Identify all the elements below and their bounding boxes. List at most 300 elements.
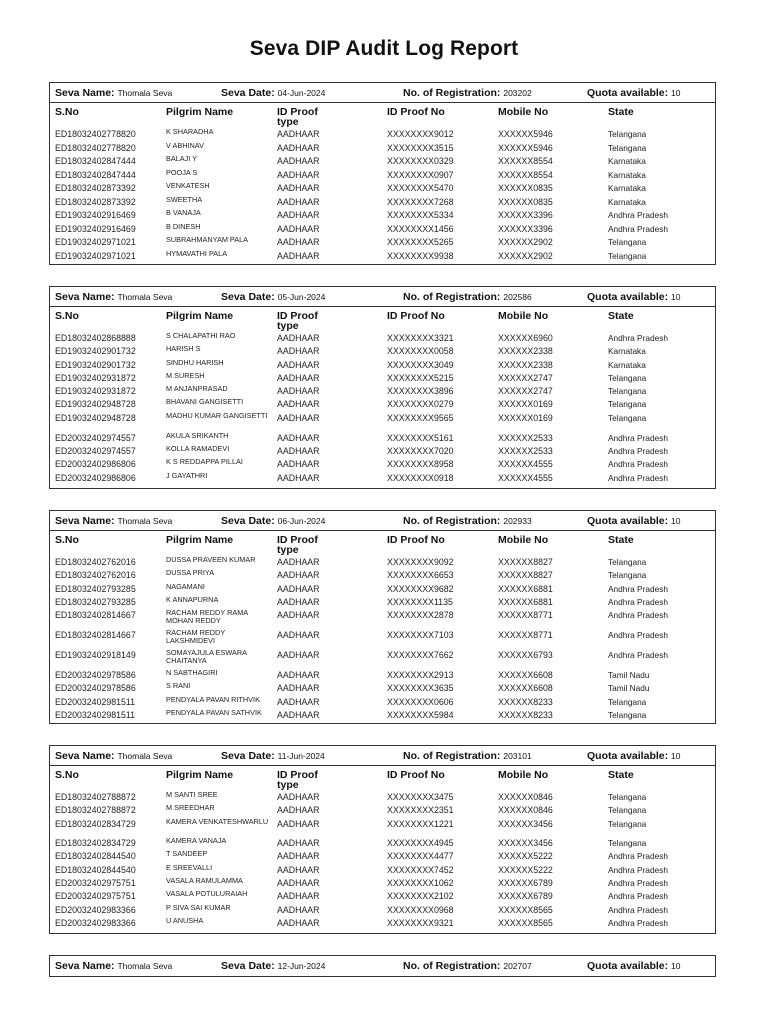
id-proof-no-cell: XXXXXXXX0918 bbox=[387, 472, 454, 483]
seva-name-field-label: Seva Name: bbox=[55, 960, 115, 972]
quota-available-field bbox=[587, 87, 681, 99]
id-proof-no-cell: XXXXXXXX9321 bbox=[387, 918, 454, 929]
mobile-no-cell: XXXXXX4555 bbox=[498, 472, 553, 483]
id-proof-type-cell: AADHAAR bbox=[277, 583, 320, 594]
registration-count-field bbox=[403, 515, 532, 527]
state-cell: Karnataka bbox=[608, 156, 646, 166]
table-row bbox=[50, 557, 715, 570]
id-proof-no-cell: XXXXXXXX2351 bbox=[387, 805, 454, 816]
state-cell: Andhra Pradesh bbox=[608, 877, 668, 888]
sno-cell: ED18032402844540 bbox=[55, 864, 136, 875]
column-header-id-proof-type-line2: type bbox=[277, 544, 299, 556]
id-proof-no-cell: XXXXXXXX5470 bbox=[387, 183, 454, 193]
pilgrim-name-cell: P SIVA SAI KUMAR bbox=[166, 902, 231, 912]
seva-date-field-label: Seva Date: bbox=[221, 960, 275, 972]
pilgrim-name-cell: N SABTHAGIRI bbox=[166, 668, 218, 678]
sno-cell: ED20032402983366 bbox=[55, 918, 136, 929]
table-row bbox=[50, 129, 715, 143]
table-row bbox=[50, 816, 715, 838]
state-cell: Karnataka bbox=[608, 359, 646, 370]
sno-cell: ED19032402971021 bbox=[55, 237, 136, 247]
table-row bbox=[50, 140, 715, 157]
id-proof-no-cell: XXXXXXXX0329 bbox=[387, 156, 454, 166]
sno-cell: ED18032402834729 bbox=[55, 818, 136, 829]
mobile-no-cell: XXXXXX8827 bbox=[498, 570, 553, 581]
pilgrim-name-cell: VASALA RAMULAMMA bbox=[166, 875, 243, 885]
id-proof-no-cell: XXXXXXXX0279 bbox=[387, 399, 454, 410]
mobile-no-cell: XXXXXX0835 bbox=[498, 183, 553, 193]
registration-count-field bbox=[403, 291, 532, 303]
state-cell: Karnataka bbox=[608, 346, 646, 357]
state-cell: Telangana bbox=[608, 399, 647, 410]
id-proof-type-cell: AADHAAR bbox=[277, 696, 320, 707]
id-proof-type-cell: AADHAAR bbox=[277, 904, 320, 915]
quota-available-field bbox=[587, 960, 681, 972]
state-cell: Andhra Pradesh bbox=[608, 432, 668, 443]
table-column-headers bbox=[50, 103, 715, 129]
pilgrim-name-cell: DUSSA PRIYA bbox=[166, 568, 215, 578]
id-proof-no-cell: XXXXXXXX9092 bbox=[387, 557, 454, 567]
id-proof-no-cell: XXXXXXXX5334 bbox=[387, 210, 454, 220]
id-proof-type-cell: AADHAAR bbox=[277, 142, 320, 153]
column-header-state: State bbox=[608, 106, 634, 118]
table-row bbox=[50, 670, 715, 683]
table-row bbox=[50, 430, 715, 446]
pilgrim-name-cell: HYMAVATHI PALA bbox=[166, 248, 228, 258]
state-cell: Andhra Pradesh bbox=[608, 583, 668, 594]
table-row bbox=[50, 570, 715, 583]
id-proof-type-cell: AADHAAR bbox=[277, 250, 320, 261]
column-header-id-proof-type-line1: ID Proof bbox=[277, 106, 318, 118]
state-cell: Andhra Pradesh bbox=[608, 851, 668, 862]
state-cell: Andhra Pradesh bbox=[608, 596, 668, 607]
id-proof-type-cell: AADHAAR bbox=[277, 851, 320, 862]
pilgrim-name-cell: DUSSA PRAVEEN KUMAR bbox=[166, 555, 256, 564]
mobile-no-cell: XXXXXX6789 bbox=[498, 877, 553, 888]
seva-name-field-label: Seva Name: bbox=[55, 87, 115, 99]
quota-available-field-value: 10 bbox=[671, 961, 681, 971]
sno-cell: ED18032402778820 bbox=[55, 142, 136, 153]
pilgrim-name-cell: SOMAYAJULA ESWARA CHAITANYA bbox=[166, 648, 247, 666]
column-header-state: State bbox=[608, 769, 634, 781]
id-proof-no-cell: XXXXXXXX3475 bbox=[387, 792, 454, 802]
registration-count-field-label: No. of Registration: bbox=[403, 515, 501, 527]
seva-section-header bbox=[50, 83, 715, 103]
registration-count-field-label: No. of Registration: bbox=[403, 750, 501, 762]
column-header-id-proof-type bbox=[277, 770, 318, 790]
id-proof-no-cell: XXXXXXXX9938 bbox=[387, 250, 454, 261]
mobile-no-cell: XXXXXX3456 bbox=[498, 837, 553, 848]
id-proof-type-cell: AADHAAR bbox=[277, 683, 320, 694]
state-cell: Andhra Pradesh bbox=[608, 333, 668, 343]
pilgrim-name-cell: M SURESH bbox=[166, 370, 205, 380]
seva-name-field bbox=[55, 87, 172, 99]
id-proof-type-cell: AADHAAR bbox=[277, 156, 320, 166]
seva-section-header bbox=[50, 956, 715, 975]
column-header-id-proof-no: ID Proof No bbox=[387, 310, 445, 322]
column-header-mobile-no: Mobile No bbox=[498, 769, 549, 781]
id-proof-no-cell: XXXXXXXX7662 bbox=[387, 650, 454, 661]
id-proof-type-cell: AADHAAR bbox=[277, 196, 320, 207]
mobile-no-cell: XXXXXX5222 bbox=[498, 851, 553, 862]
id-proof-no-cell: XXXXXXXX8958 bbox=[387, 459, 454, 470]
state-cell: Tamil Nadu bbox=[608, 683, 650, 694]
registration-count-field-label: No. of Registration: bbox=[403, 291, 501, 303]
mobile-no-cell: XXXXXX2338 bbox=[498, 346, 553, 357]
pilgrim-name-cell: U ANUSHA bbox=[166, 916, 204, 926]
id-proof-no-cell: XXXXXXXX9012 bbox=[387, 129, 454, 139]
table-row bbox=[50, 333, 715, 346]
table-row bbox=[50, 156, 715, 170]
pilgrim-name-cell: SWEETHA bbox=[166, 194, 203, 204]
column-header-sno: S.No bbox=[55, 310, 79, 322]
table-row bbox=[50, 446, 715, 459]
mobile-no-cell: XXXXXX5946 bbox=[498, 142, 553, 153]
state-cell: Karnataka bbox=[608, 196, 646, 207]
id-proof-type-cell: AADHAAR bbox=[277, 183, 320, 193]
pilgrim-name-cell: PENDYALA PAVAN RITHVIK bbox=[166, 694, 260, 704]
seva-date-field-value: 12-Jun-2024 bbox=[277, 961, 326, 971]
table-row bbox=[50, 694, 715, 710]
seva-date-field bbox=[221, 87, 325, 99]
registration-count-field-label: No. of Registration: bbox=[403, 87, 501, 99]
column-header-sno: S.No bbox=[55, 106, 79, 118]
seva-section bbox=[49, 745, 716, 934]
sno-cell: ED19032402971021 bbox=[55, 250, 136, 261]
column-header-state: State bbox=[608, 534, 634, 546]
seva-date-field-label: Seva Date: bbox=[221, 515, 275, 527]
id-proof-type-cell: AADHAAR bbox=[277, 557, 320, 567]
table-row bbox=[50, 248, 715, 265]
seva-name-field-value: Thomala Seva bbox=[117, 292, 173, 302]
state-cell: Andhra Pradesh bbox=[608, 210, 668, 220]
id-proof-type-cell: AADHAAR bbox=[277, 399, 320, 410]
seva-section-header bbox=[50, 287, 715, 307]
table-row bbox=[50, 610, 715, 630]
id-proof-type-cell: AADHAAR bbox=[277, 346, 320, 357]
mobile-no-cell: XXXXXX6608 bbox=[498, 670, 553, 681]
table-row bbox=[50, 386, 715, 399]
pilgrim-name-cell: KAMERA VANAJA bbox=[166, 835, 227, 845]
pilgrim-name-cell: K ANNAPURNA bbox=[166, 594, 219, 604]
id-proof-no-cell: XXXXXXXX3515 bbox=[387, 142, 454, 153]
id-proof-type-cell: AADHAAR bbox=[277, 372, 320, 383]
sno-cell: ED18032402873392 bbox=[55, 196, 136, 207]
registration-count-field-value: 202707 bbox=[503, 961, 532, 971]
mobile-no-cell: XXXXXX4555 bbox=[498, 459, 553, 470]
state-cell: Telangana bbox=[608, 710, 647, 721]
pilgrim-name-cell: VENKATESH bbox=[166, 181, 210, 190]
seva-name-field bbox=[55, 291, 172, 303]
id-proof-type-cell: AADHAAR bbox=[277, 805, 320, 816]
sno-cell: ED18032402788872 bbox=[55, 792, 136, 802]
table-row bbox=[50, 650, 715, 670]
state-cell: Karnataka bbox=[608, 183, 646, 193]
state-cell: Telangana bbox=[608, 557, 647, 567]
pilgrim-name-cell: E SREEVALLI bbox=[166, 862, 213, 872]
id-proof-no-cell: XXXXXXXX5161 bbox=[387, 432, 454, 443]
state-cell: Andhra Pradesh bbox=[608, 223, 668, 234]
seva-name-field-value: Thomala Seva bbox=[117, 516, 173, 526]
mobile-no-cell: XXXXXX3396 bbox=[498, 223, 553, 234]
mobile-no-cell: XXXXXX0846 bbox=[498, 792, 553, 802]
column-header-id-proof-type-line2: type bbox=[277, 116, 299, 128]
column-header-mobile-no: Mobile No bbox=[498, 310, 549, 322]
state-cell: Andhra Pradesh bbox=[608, 864, 668, 875]
id-proof-type-cell: AADHAAR bbox=[277, 864, 320, 875]
table-column-headers bbox=[50, 766, 715, 792]
seva-date-field-value: 04-Jun-2024 bbox=[277, 88, 326, 98]
sno-cell: ED20032402978586 bbox=[55, 683, 136, 694]
seva-section bbox=[49, 82, 716, 265]
id-proof-type-cell: AADHAAR bbox=[277, 630, 320, 641]
pilgrim-name-cell: POOJA S bbox=[166, 167, 198, 177]
quota-available-field-value: 10 bbox=[671, 292, 681, 302]
seva-date-field bbox=[221, 750, 325, 762]
pilgrim-name-cell: BHAVANI GANGISETTI bbox=[166, 397, 244, 407]
mobile-no-cell: XXXXXX2533 bbox=[498, 446, 553, 457]
table-row bbox=[50, 862, 715, 878]
table-row bbox=[50, 630, 715, 650]
sno-cell: ED20032402974557 bbox=[55, 446, 136, 457]
sno-cell: ED18032402814667 bbox=[55, 610, 136, 621]
id-proof-type-cell: AADHAAR bbox=[277, 596, 320, 607]
sno-cell: ED19032402901732 bbox=[55, 346, 136, 357]
id-proof-type-cell: AADHAAR bbox=[277, 650, 320, 661]
pilgrim-name-cell: K SHARADHA bbox=[166, 127, 214, 136]
quota-available-field-label: Quota available: bbox=[587, 960, 669, 972]
id-proof-no-cell: XXXXXXXX7103 bbox=[387, 630, 454, 641]
seva-name-field-value: Thomala Seva bbox=[117, 751, 173, 761]
registration-count-field bbox=[403, 87, 532, 99]
mobile-no-cell: XXXXXX8771 bbox=[498, 630, 553, 641]
id-proof-no-cell: XXXXXXXX9682 bbox=[387, 583, 454, 594]
pilgrim-name-cell: MADHU KUMAR GANGISETTI bbox=[166, 410, 268, 420]
sno-cell: ED18032402793285 bbox=[55, 596, 136, 607]
seva-date-field-label: Seva Date: bbox=[221, 87, 275, 99]
pilgrim-name-cell: RACHAM REDDY LAKSHMIDEVI bbox=[166, 628, 226, 646]
seva-date-field bbox=[221, 291, 325, 303]
column-header-mobile-no: Mobile No bbox=[498, 534, 549, 546]
mobile-no-cell: XXXXXX0846 bbox=[498, 805, 553, 816]
pilgrim-name-cell: J GAYATHRI bbox=[166, 470, 208, 480]
table-row bbox=[50, 581, 715, 597]
pilgrim-name-cell: AKULA SRIKANTH bbox=[166, 430, 229, 440]
sno-cell: ED18032402762016 bbox=[55, 557, 136, 567]
quota-available-field-label: Quota available: bbox=[587, 515, 669, 527]
sno-cell: ED18032402873392 bbox=[55, 183, 136, 193]
sno-cell: ED20032402981511 bbox=[55, 696, 136, 707]
sno-cell: ED20032402983366 bbox=[55, 904, 136, 915]
mobile-no-cell: XXXXXX8233 bbox=[498, 696, 553, 707]
id-proof-type-cell: AADHAAR bbox=[277, 891, 320, 902]
mobile-no-cell: XXXXXX6881 bbox=[498, 596, 553, 607]
id-proof-no-cell: XXXXXXXX5215 bbox=[387, 372, 454, 383]
sno-cell: ED19032402918149 bbox=[55, 650, 136, 661]
column-header-mobile-no: Mobile No bbox=[498, 106, 549, 118]
table-row bbox=[50, 470, 715, 486]
sno-cell: ED20032402986806 bbox=[55, 459, 136, 470]
id-proof-type-cell: AADHAAR bbox=[277, 877, 320, 888]
id-proof-no-cell: XXXXXXXX2102 bbox=[387, 891, 454, 902]
mobile-no-cell: XXXXXX6608 bbox=[498, 683, 553, 694]
state-cell: Tamil Nadu bbox=[608, 670, 650, 681]
id-proof-type-cell: AADHAAR bbox=[277, 210, 320, 220]
sno-cell: ED18032402762016 bbox=[55, 570, 136, 581]
state-cell: Telangana bbox=[608, 792, 647, 802]
pilgrim-name-cell: T SANDEEP bbox=[166, 849, 208, 859]
id-proof-type-cell: AADHAAR bbox=[277, 710, 320, 721]
sno-cell: ED20032402975751 bbox=[55, 891, 136, 902]
pilgrim-name-cell: M SREEDHAR bbox=[166, 803, 215, 813]
mobile-no-cell: XXXXXX6793 bbox=[498, 650, 553, 661]
table-row bbox=[50, 835, 715, 851]
id-proof-type-cell: AADHAAR bbox=[277, 792, 320, 802]
state-cell: Andhra Pradesh bbox=[608, 472, 668, 483]
state-cell: Telangana bbox=[608, 129, 647, 139]
id-proof-type-cell: AADHAAR bbox=[277, 459, 320, 470]
state-cell: Telangana bbox=[608, 250, 647, 261]
sno-cell: ED19032402916469 bbox=[55, 210, 136, 220]
sno-cell: ED20032402974557 bbox=[55, 432, 136, 443]
sno-cell: ED20032402981511 bbox=[55, 710, 136, 721]
state-cell: Telangana bbox=[608, 372, 647, 383]
column-header-id-proof-type-line2: type bbox=[277, 320, 299, 332]
pilgrim-name-cell: M SANTI SREE bbox=[166, 790, 218, 799]
seva-section bbox=[49, 955, 716, 977]
pilgrim-name-cell: K S REDDAPPA PILLAI bbox=[166, 457, 243, 467]
quota-available-field bbox=[587, 515, 681, 527]
table-row bbox=[50, 370, 715, 386]
seva-date-field-label: Seva Date: bbox=[221, 750, 275, 762]
sno-cell: ED18032402834729 bbox=[55, 837, 136, 848]
mobile-no-cell: XXXXXX5222 bbox=[498, 864, 553, 875]
column-header-id-proof-type-line2: type bbox=[277, 779, 299, 791]
id-proof-type-cell: AADHAAR bbox=[277, 818, 320, 829]
mobile-no-cell: XXXXXX6789 bbox=[498, 891, 553, 902]
state-cell: Andhra Pradesh bbox=[608, 918, 668, 929]
mobile-no-cell: XXXXXX8827 bbox=[498, 557, 553, 567]
table-row bbox=[50, 918, 715, 931]
id-proof-no-cell: XXXXXXXX1135 bbox=[387, 596, 453, 607]
seva-name-field-value: Thomala Seva bbox=[117, 88, 173, 98]
mobile-no-cell: XXXXXX8565 bbox=[498, 918, 553, 929]
pilgrim-name-cell: HARISH S bbox=[166, 344, 201, 354]
table-row bbox=[50, 891, 715, 904]
pilgrim-name-cell: V ABHINAV bbox=[166, 140, 204, 150]
sno-cell: ED19032402948728 bbox=[55, 412, 136, 423]
id-proof-no-cell: XXXXXXXX4477 bbox=[387, 851, 454, 862]
column-header-pilgrim-name: Pilgrim Name bbox=[166, 106, 234, 118]
mobile-no-cell: XXXXXX2902 bbox=[498, 237, 553, 247]
sno-cell: ED18032402844540 bbox=[55, 851, 136, 862]
seva-date-field-label: Seva Date: bbox=[221, 291, 275, 303]
column-header-id-proof-type-line1: ID Proof bbox=[277, 769, 318, 781]
id-proof-no-cell: XXXXXXXX1221 bbox=[387, 818, 454, 829]
registration-count-field-label: No. of Registration: bbox=[403, 960, 501, 972]
id-proof-no-cell: XXXXXXXX0606 bbox=[387, 696, 454, 707]
mobile-no-cell: XXXXXX8554 bbox=[498, 156, 553, 166]
id-proof-type-cell: AADHAAR bbox=[277, 386, 320, 397]
seva-section-header bbox=[50, 746, 715, 766]
registration-count-field bbox=[403, 750, 532, 762]
pilgrim-name-cell: SINDHU HARISH bbox=[166, 357, 224, 367]
state-cell: Andhra Pradesh bbox=[608, 904, 668, 915]
table-row bbox=[50, 792, 715, 805]
table-row bbox=[50, 902, 715, 918]
id-proof-type-cell: AADHAAR bbox=[277, 169, 320, 180]
id-proof-type-cell: AADHAAR bbox=[277, 446, 320, 457]
column-header-pilgrim-name: Pilgrim Name bbox=[166, 769, 234, 781]
id-proof-no-cell: XXXXXXXX7020 bbox=[387, 446, 454, 457]
seva-name-field bbox=[55, 960, 172, 972]
state-cell: Telangana bbox=[608, 818, 647, 829]
pilgrim-name-cell: SUBRAHMANYAM PALA bbox=[166, 235, 249, 244]
table-row bbox=[50, 459, 715, 472]
sno-cell: ED18032402847444 bbox=[55, 169, 136, 180]
quota-available-field bbox=[587, 291, 681, 303]
column-header-sno: S.No bbox=[55, 534, 79, 546]
id-proof-type-cell: AADHAAR bbox=[277, 472, 320, 483]
mobile-no-cell: XXXXXX8233 bbox=[498, 710, 553, 721]
table-row bbox=[50, 710, 715, 723]
id-proof-no-cell: XXXXXXXX7268 bbox=[387, 196, 454, 207]
id-proof-no-cell: XXXXXXXX2913 bbox=[387, 670, 454, 681]
pilgrim-name-cell: KAMERA VENKATESHWARLU bbox=[166, 816, 269, 826]
table-row bbox=[50, 210, 715, 224]
sno-cell: ED20032402986806 bbox=[55, 472, 136, 483]
id-proof-type-cell: AADHAAR bbox=[277, 237, 320, 247]
state-cell: Telangana bbox=[608, 805, 647, 816]
state-cell: Telangana bbox=[608, 570, 647, 581]
mobile-no-cell: XXXXXX2902 bbox=[498, 250, 553, 261]
registration-count-field-value: 202933 bbox=[503, 516, 532, 526]
column-header-state: State bbox=[608, 310, 634, 322]
table-row bbox=[50, 221, 715, 238]
mobile-no-cell: XXXXXX0169 bbox=[498, 399, 553, 410]
column-header-id-proof-no: ID Proof No bbox=[387, 769, 445, 781]
id-proof-no-cell: XXXXXXXX7452 bbox=[387, 864, 454, 875]
id-proof-no-cell: XXXXXXXX4945 bbox=[387, 837, 454, 848]
id-proof-no-cell: XXXXXXXX3321 bbox=[387, 333, 454, 343]
table-row bbox=[50, 594, 715, 610]
state-cell: Telangana bbox=[608, 412, 647, 423]
id-proof-type-cell: AADHAAR bbox=[277, 223, 320, 234]
mobile-no-cell: XXXXXX8565 bbox=[498, 904, 553, 915]
quota-available-field-label: Quota available: bbox=[587, 291, 669, 303]
column-header-id-proof-type bbox=[277, 311, 318, 331]
sno-cell: ED18032402814667 bbox=[55, 630, 136, 641]
column-header-id-proof-no: ID Proof No bbox=[387, 534, 445, 546]
id-proof-no-cell: XXXXXXXX3635 bbox=[387, 683, 454, 694]
id-proof-type-cell: AADHAAR bbox=[277, 918, 320, 929]
mobile-no-cell: XXXXXX8554 bbox=[498, 169, 553, 180]
quota-available-field-value: 10 bbox=[671, 751, 681, 761]
id-proof-no-cell: XXXXXXXX0907 bbox=[387, 169, 454, 180]
mobile-no-cell: XXXXXX2338 bbox=[498, 359, 553, 370]
sno-cell: ED19032402916469 bbox=[55, 223, 136, 234]
registration-count-field-value: 203101 bbox=[503, 751, 532, 761]
sno-cell: ED18032402868888 bbox=[55, 333, 136, 343]
report-title: Seva DIP Audit Log Report bbox=[249, 37, 519, 60]
state-cell: Telangana bbox=[608, 142, 647, 153]
id-proof-no-cell: XXXXXXXX9565 bbox=[387, 412, 454, 423]
mobile-no-cell: XXXXXX2747 bbox=[498, 386, 553, 397]
mobile-no-cell: XXXXXX0835 bbox=[498, 196, 553, 207]
id-proof-no-cell: XXXXXXXX0968 bbox=[387, 904, 454, 915]
pilgrim-name-cell: RACHAM REDDY RAMA MOHAN REDDY bbox=[166, 608, 248, 626]
quota-available-field-value: 10 bbox=[671, 88, 681, 98]
